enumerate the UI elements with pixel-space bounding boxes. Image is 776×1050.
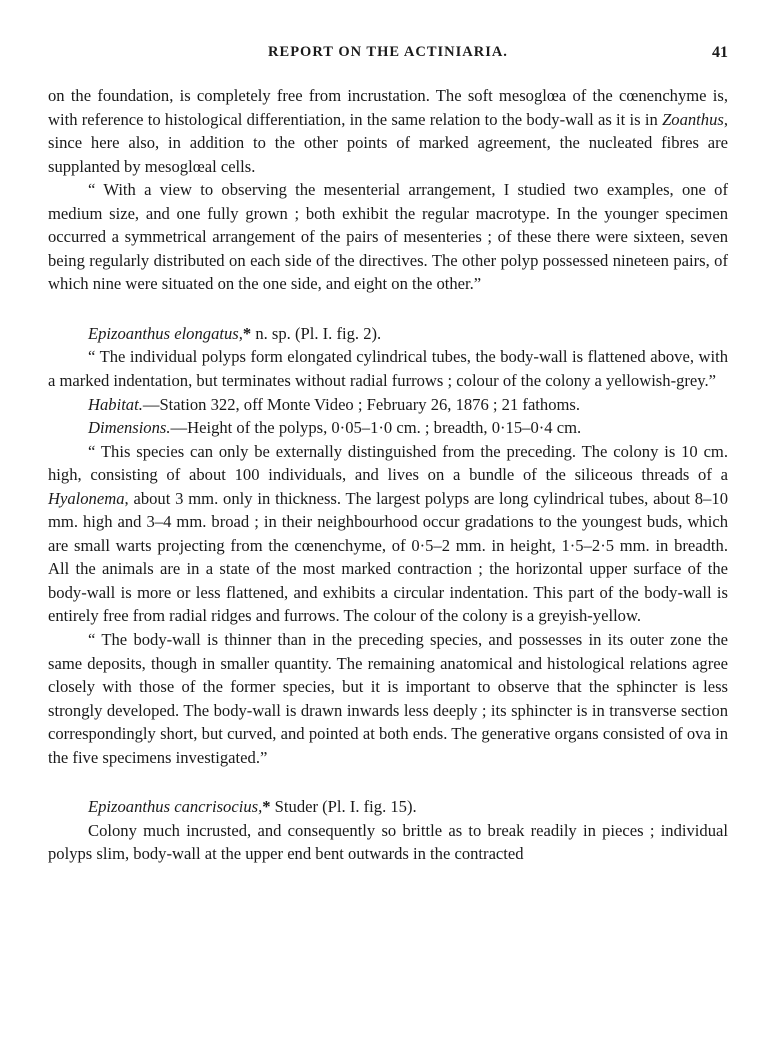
spacer bbox=[48, 769, 728, 795]
species-name: Epizoanthus cancrisocius, bbox=[88, 797, 263, 817]
page-header bbox=[48, 44, 728, 68]
habitat-label: Habitat. bbox=[88, 394, 143, 414]
footnote-mark: * bbox=[242, 323, 252, 343]
body-text bbox=[48, 84, 728, 866]
page-number: 41 bbox=[712, 44, 728, 61]
genus-zoanthus: Zoanthus bbox=[662, 109, 724, 129]
genus-hyalonema: Hyalonema bbox=[48, 488, 125, 508]
species-heading-elongatus: Epizoanthus elongatus,* n. sp. (Pl. I. fig. 2). bbox=[88, 323, 382, 343]
species-name: Epizoanthus elongatus, bbox=[88, 323, 243, 343]
paragraph-external: “ This species can only be externally distinguished from the preceding. The colony is 10 cm. high, consisting of about 100 individuals, and lives on a bundle of the siliceous threads of a Hyalonema, about 3 mm. only in thickness. The largest polyps are long cylindrical tubes, about 8–10 mm. high and 3–4 mm. broad ; in their neighbourhood occur gradations to the youngest buds, which are small warts projecting from the cœnenchyme, of 0·5–2 mm. in height, 1·5–2·5 mm. in breadth. All the animals are in a state of the most marked contraction ; the horizontal upper surface of the body-wall is more or less flattened, and exhibits a circular indentation. This part of the body-wall is entirely free from radial ridges and furrows. The colour of the colony is a greyish-yellow. bbox=[48, 441, 728, 626]
footnote-mark: * bbox=[262, 797, 271, 817]
spacer bbox=[48, 296, 728, 322]
dimensions-label: Dimensions. bbox=[88, 418, 171, 438]
paragraph-continuation: on the foundation, is completely free from incrustation. The soft mesoglœa of the cœnenchyme is, with reference to histological differentiation, in the same relation to the body-wall as it is in Zoanthus, since here also, in addition to the other points of marked agreement, the nucleated fibres are supplanted by mesoglœal cells. bbox=[48, 86, 728, 176]
paragraph-description: “ The individual polyps form elongated cylindrical tubes, the body-wall is flattened above, with a marked indentation, but terminates without radial furrows ; colour of the colony a yellowish-grey.” bbox=[48, 347, 728, 391]
paragraph-colony: Colony much incrusted, and consequently so brittle as to break readily in pieces ; individual polyps slim, body-wall at the upper end bent outwards in the contracted bbox=[48, 820, 728, 864]
paragraph-body-wall: “ The body-wall is thinner than in the preceding species, and possesses in its outer zone the same deposits, though in smaller quantity. The remaining anatomical and histological relations agree closely with those of the former species, but it is important to observe that the sphincter is less strongly developed. The body-wall is drawn inwards less deeply ; its sphincter is in transverse section correspondingly short, but curved, and pointed at both ends. The generative organs consisted of ova in the five specimens investigated.” bbox=[48, 630, 728, 767]
paragraph-mesenterial: “ With a view to observing the mesenterial arrangement, I studied two examples, one of medium size, and one fully grown ; both exhibit the regular macrotype. In the younger specimen occurred a symmetrical arrangement of the pairs of mesenteries ; of these there were sixteen, seven being regularly distributed on each side of the directives. The other polyp possessed nineteen pairs, of which nine were situated on the one side, and eight on the other.” bbox=[48, 180, 728, 294]
running-head: REPORT ON THE ACTINIARIA. bbox=[268, 44, 508, 60]
dimensions-line: Dimensions.—Height of the polyps, 0·05–1·0 cm. ; breadth, 0·15–0·4 cm. bbox=[88, 418, 582, 438]
species-heading-cancrisocius: Epizoanthus cancrisocius,* Studer (Pl. I. fig. 15). bbox=[88, 797, 417, 817]
habitat-line: Habitat.—Station 322, off Monte Video ; February 26, 1876 ; 21 fathoms. bbox=[88, 394, 581, 414]
